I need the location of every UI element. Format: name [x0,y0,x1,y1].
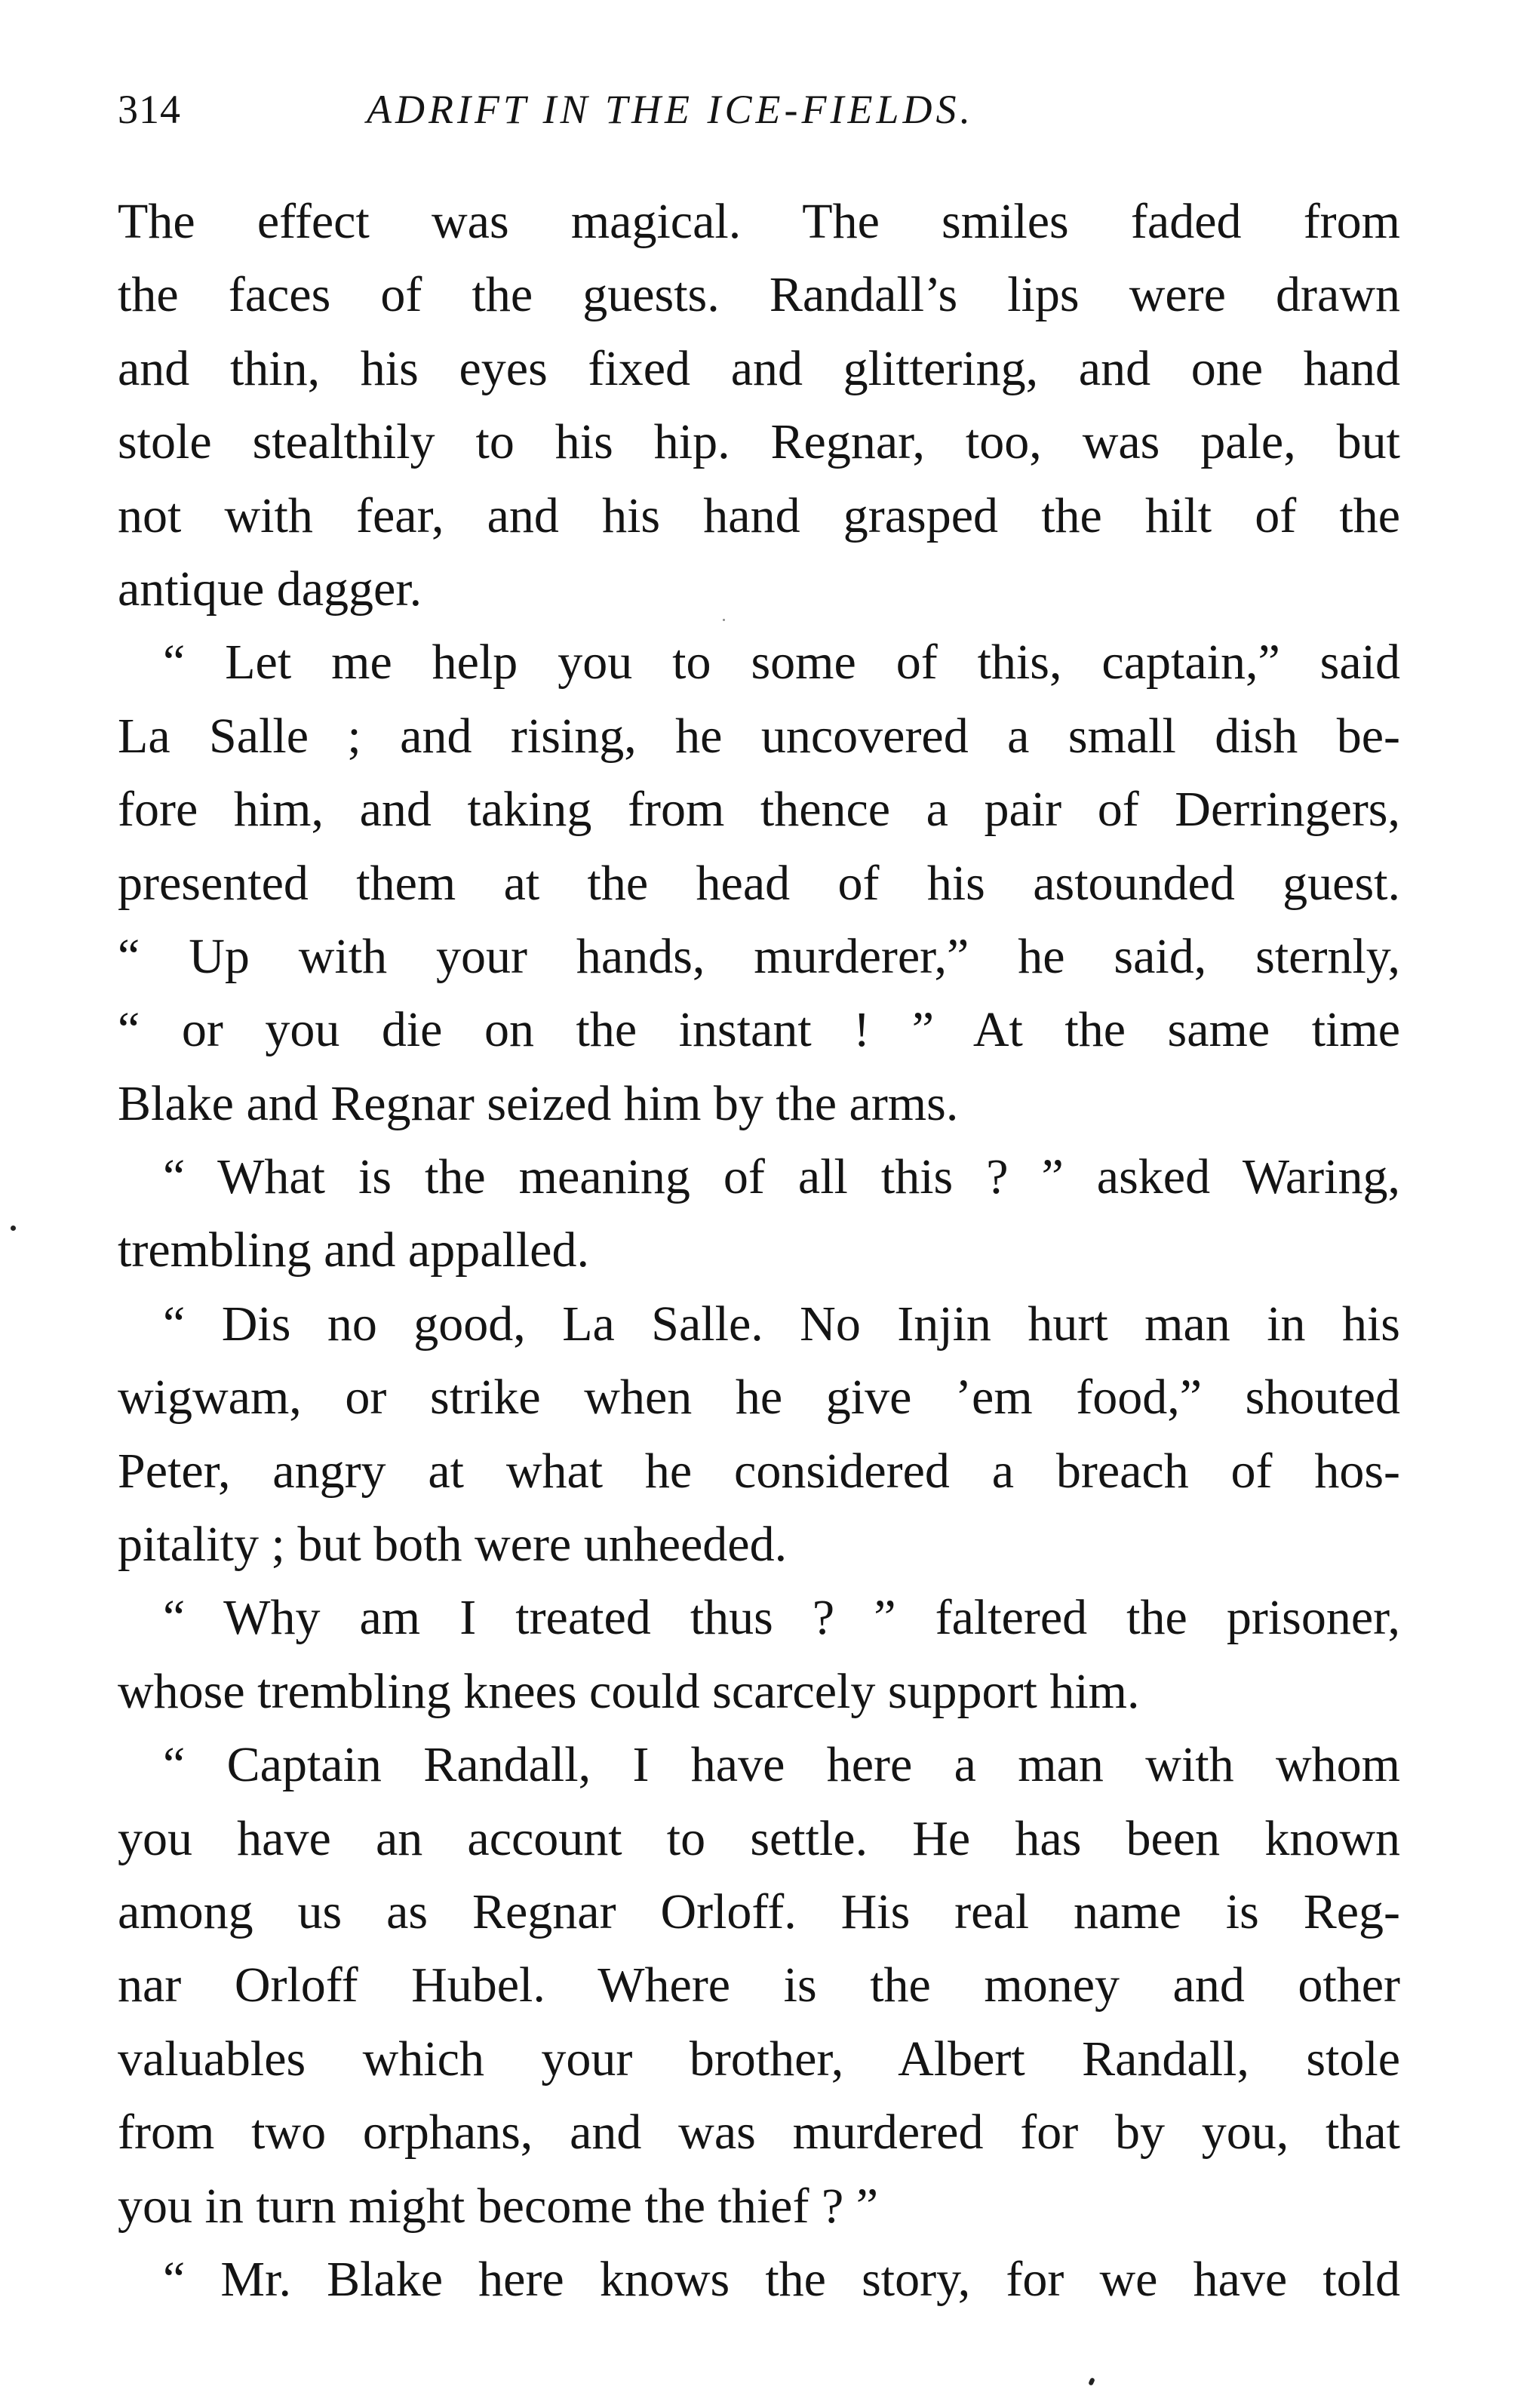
text-line: “ Up with your hands, murderer,” he said, sternly, [118,928,1400,984]
text-line: Peter, angry at what he considered a breach of hos- [118,1443,1400,1499]
text-line: The effect was magical. The smiles faded from [118,194,1400,249]
text-line: “ Mr. Blake here knows the story, for we have told [163,2251,1400,2307]
text-line: you have an account to settle. He has been known [118,1810,1400,1866]
text-line: from two orphans, and was murdered for by you, that [118,2105,1400,2160]
text-line: presented them at the head of his astounded guest. [118,855,1400,911]
text-line: fore him, and taking from thence a pair of Derringers, [118,782,1400,838]
text-line: antique dagger. [118,561,422,617]
text-line: not with fear, and his hand grasped the hilt of the [118,487,1400,543]
text-line: you in turn might become the thief ? ” [118,2178,879,2234]
print-speck [11,1226,16,1231]
text-line: valuables which your brother, Albert Randall, stole [118,2031,1400,2087]
text-line: “ Why am I treated thus ? ” faltered the prisoner, [163,1590,1400,1646]
text-line: “ Dis no good, La Salle. No Injin hurt man in his [163,1296,1400,1352]
text-line: “ What is the meaning of all this ? ” asked Waring, [163,1149,1400,1205]
text-line: among us as Regnar Orloff. His real name is Reg- [118,1884,1400,1939]
text-line: trembling and appalled. [118,1222,589,1278]
text-line: pitality ; but both were unheeded. [118,1517,788,1573]
text-line: the faces of the guests. Randall’s lips were drawn [118,267,1400,323]
text-line: and thin, his eyes fixed and glittering, and one hand [118,340,1400,396]
text-line: nar Orloff Hubel. Where is the money and other [118,1957,1400,2013]
text-line: Blake and Regnar seized him by the arms. [118,1075,959,1131]
print-speck [1088,2377,1095,2386]
text-line: La Salle ; and rising, he uncovered a small dish be- [118,708,1400,764]
page-number: 314 [118,87,181,132]
text-line: wigwam, or strike when he give ’em food,” shouted [118,1370,1400,1425]
text-line: “ Let me help you to some of this, captain,” said [163,635,1400,690]
text-line: stole stealthily to his hip. Regnar, too, was pale, but [118,414,1400,470]
page-header [118,75,1400,143]
body-text [118,185,1400,2316]
text-line: whose trembling knees could scarcely support him. [118,1663,1140,1719]
running-title: ADRIFT IN THE ICE-FIELDS. [367,87,974,132]
print-speck [723,619,725,621]
text-line: “ Captain Randall, I have here a man with whom [163,1737,1400,1793]
text-line: “ or you die on the instant ! ” At the same time [118,1002,1400,1058]
